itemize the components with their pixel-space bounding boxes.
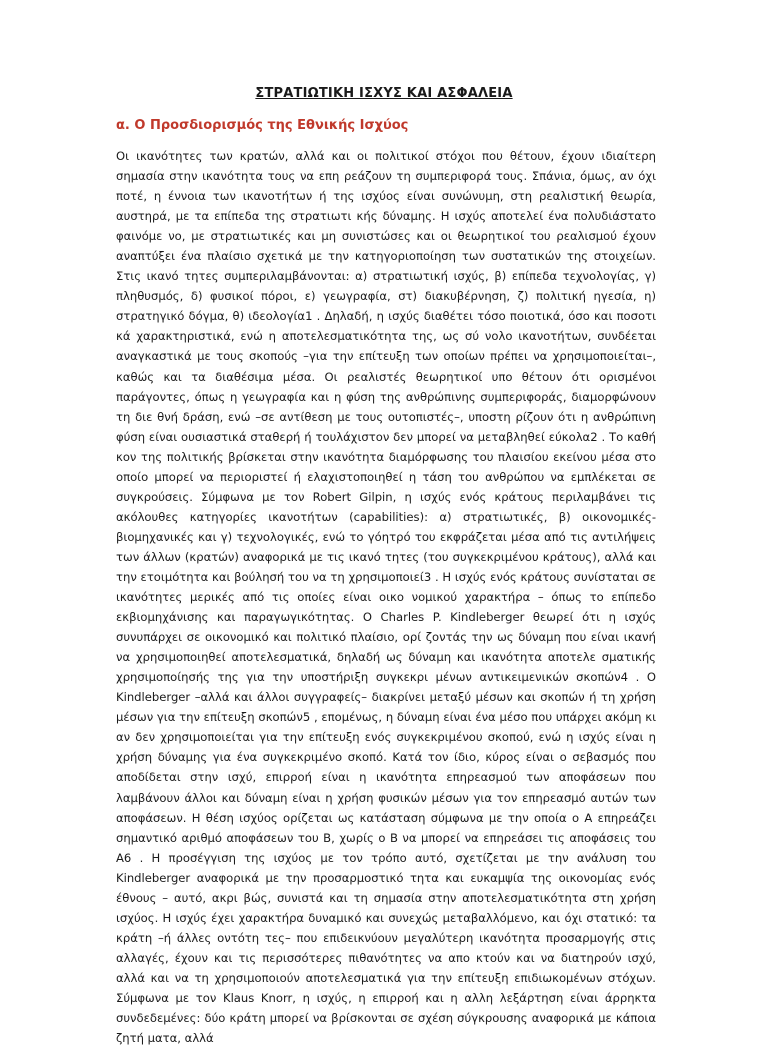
section-heading: α. Ο Προσδιορισμός της Εθνικής Ισχύος: [116, 118, 409, 133]
body-paragraph: Οι ικανότητες των κρατών, αλλά και οι πολιτικοί στόχοι που θέτουν, έχουν ιδιαίτερη σημασία στην ικανότητα τους να επη ρεάζουν τη συμπεριφορά τους. Σπάνια, όμως, αν όχι ποτέ, η έννοια των ικανοτήτων ή της ισχύος είναι συνώνυμη, στη ρεαλιστική θεωρία, αυστηρά, με τα επίπεδα της στρατιωτι κής δύναμης. Η ισχύς αποτελεί ένα πολυδιάστατο φαινόμε νο, με στρατιωτικές και μη συνιστώσες και οι θεωρητικοί του ρεαλισμού έχουν αναπτύξει ένα πλαίσιο σχετικά με την κατηγοριοποίηση των συστατικών της στοιχείων. Στις ικανό τητες συμπεριλαμβάνονται: α) στρατιωτική ισχύς, β) επίπεδα τεχνολογίας, γ) πληθυσμός, δ) φυσικοί πόροι, ε) γεωγραφία, στ) διακυβέρνηση, ζ) πολιτική ηγεσία, η) στρατηγικό δόγμα, θ) ιδεολογία1 . Δηλαδή, η ισχύς διαθέτει τόσο ποιοτικά, όσο και ποσοτι κά χαρακτηριστικά, ενώ η αποτελεσματικότητα της, ως σύ νολο ικανοτήτων, συνδέεται αναγκαστικά με τους σκοπούς –για την επίτευξη των οποίων πρέπει να χρησιμοποιείται–, καθώς και τα διαθέσιμα μέσα. Οι ρεαλιστές θεωρητικοί υπο θέτουν ότι ορισμένοι παράγοντες, όπως η γεωγραφία και η φύση της ανθρώπινης συμπεριφοράς, διαμορφώνουν τη διε θνή δράση, ενώ –σε αντίθεση με τους ουτοπιστές–, υποστη ρίζουν ότι η ανθρώπινη φύση είναι ουσιαστικά σταθερή ή τουλάχιστον δεν μπορεί να μεταβληθεί εύκολα2 . Το καθή κον της πολιτικής βρίσκεται στην ικανότητα διαμόρφωσης του πλαισίου εκείνου μέσα στο οποίο μπορεί να περιοριστεί ή ελαχιστοποιηθεί η τάση του ανθρώπου να εμπλέκεται σε συγκρούσεις. Σύμφωνα με τον Robert Gilpin, η ισχύς ενός κράτους περιλαμβάνει τις ακόλουθες κατηγορίες ικανοτήτων (capabilities): α) στρατιωτικές, β) οικονομικές-βιομηχανικές και γ) τεχνολογικές, ενώ το γόητρό του εκφράζεται μέσα από τις αντιλήψεις των άλλων (κρατών) αναφορικά με τις ικανό τητες (του συγκεκριμένου κράτους), αλλά και την ετοιμότητα και βούλησή του να τη χρησιμοποιεί3 . Η ισχύς ενός κράτους συνίσταται σε ικανότητες μερικές από τις οποίες είναι οικο νομικού χαρακτήρα – όπως το επίπεδο εκβιομηχάνισης και παραγωγικότητας. Ο Charles P. Kindleberger θεωρεί ότι η ισχύς συνυπάρχει σε οικονομικό και πολιτικό πλαίσιο, ορί ζοντάς την ως δύναμη που είναι ικανή να χρησιμοποιηθεί αποτελεσματικά, δηλαδή ως δύναμη και ικανότητα αποτελε σματικής χρησιμοποίησής της για την υποστήριξη συγκεκρι μένων αντικειμενικών σκοπών4 . Ο Kindleberger –αλλά και άλλοι συγγραφείς– διακρίνει μεταξύ μέσων και σκοπών ή τη χρήση μέσων για την επίτευξη σκοπών5 , επομένως, η δύναμη είναι ένα μέσο που υπάρχει ακόμη κι αν δεν χρησιμοποιείται για την επίτευξη ενός συγκεκριμένου σκοπού, ενώ η ισχύς είναι η χρήση δύναμης για ένα συγκεκριμένο σκοπό. Κατά τον ίδιο, κύρος είναι ο σεβασμός που αποδίδεται στην ισχύ, επιρροή είναι η ικανότητα επηρεασμού των αποφάσεων που λαμβάνουν άλλοι και δύναμη είναι η χρήση φυσικών μέσων για τον επηρεασμό αυτών των αποφάσεων. Η θέση ισχύος ορίζεται ως κατάσταση σύμφωνα με την οποία ο Α επηρεάζει σημαντικό αριθμό αποφάσεων του Β, χωρίς ο Β να μπορεί να επηρεάσει τις αποφάσεις του Α6 . Η προσέγγιση της ισχύος με τον τρόπο αυτό, σχετίζεται με την ανάλυση του Kindleberger αναφορικά με την προσαρμοστικό τητα και ευκαμψία της οικονομίας ενός έθνους – αυτό, ακρι βώς, συνιστά και τη σημασία στην αποτελεσματικότητα στη χρήση ισχύος. Η ισχύς έχει χαρακτήρα δυναμικό και συνεχώς μεταβαλλόμενο, και όχι στατικό: τα κράτη –ή άλλες οντότη τες– που επιδεικνύουν μεγαλύτερη ικανότητα προσαρμογής στις αλλαγές, έχουν και τις περισσότερες πιθανότητες να απο κτούν και να διατηρούν ισχύ, αλλά και να τη χρησιμοποιούν αποτελεσματικά για την επίτευξη επιδιωκομένων στόχων. Σύμφωνα με τον Klaus Knorr, η ισχύς, η επιρροή και η αλλη λεξάρτηση είναι άρρηκτα συνδεδεμένες: δύο κράτη μπορεί να βρίσκονται σε σχέση σύγκρουσης αναφορικά με κάποια ζητή ματα, αλλά: [116, 149, 656, 1046]
page-title: ΣΤΡΑΤΙΩΤΙΚΗ ΙΣΧΥΣ ΚΑΙ ΑΣΦΑΛΕΙΑ: [255, 86, 513, 101]
